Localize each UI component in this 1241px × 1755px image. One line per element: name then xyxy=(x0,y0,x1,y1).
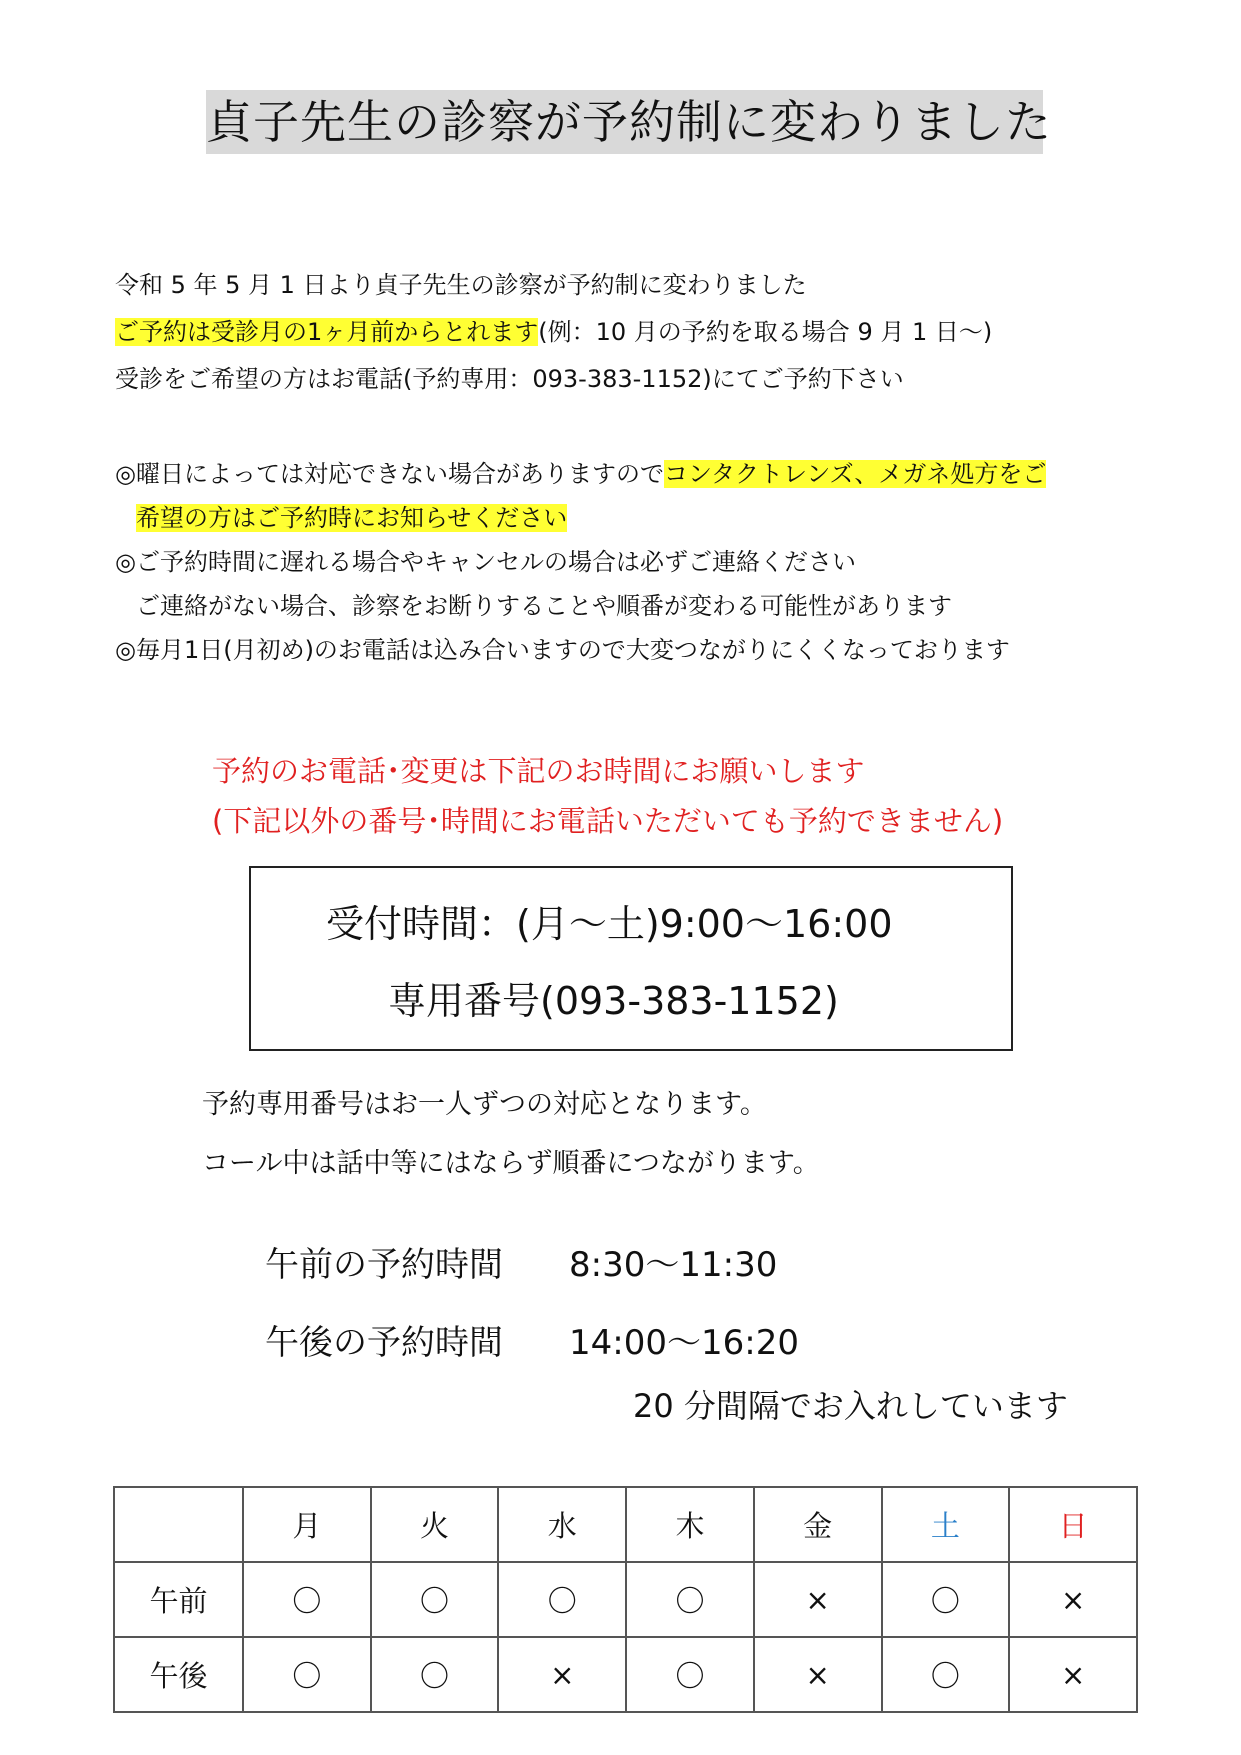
pm-time-row xyxy=(265,1304,799,1382)
schedule-row-am xyxy=(114,1562,1137,1637)
schedule-corner-cell xyxy=(114,1487,243,1562)
red-notice xyxy=(212,746,1003,846)
schedule-mark: × xyxy=(498,1637,626,1712)
intro-line-2 xyxy=(115,309,992,356)
pm-time-value: 14:00～16:20 xyxy=(569,1323,799,1363)
day-header: 火 xyxy=(371,1487,499,1562)
call-info-line-1: 予約専用番号はお一人ずつの対応となります。 xyxy=(202,1089,767,1120)
day-header-saturday: 土 xyxy=(882,1487,1010,1562)
highlight-advance-booking: ご予約は受診月の1ヶ月前からとれます xyxy=(115,318,539,346)
call-info-line-2: コール中は話中等にはならず順番につながります。 xyxy=(202,1148,820,1179)
schedule-mark: 〇 xyxy=(371,1637,499,1712)
schedule-mark: 〇 xyxy=(243,1562,371,1637)
red-notice-line-2: (下記以外の番号･時間にお電話いただいても予約できません) xyxy=(212,804,1004,838)
notes-section xyxy=(115,452,1046,672)
schedule-mark: 〇 xyxy=(626,1562,754,1637)
day-header: 金 xyxy=(754,1487,882,1562)
schedule-mark: 〇 xyxy=(882,1562,1010,1637)
interval-note: 20 分間隔でお入れしています xyxy=(633,1387,1068,1425)
day-header: 水 xyxy=(498,1487,626,1562)
schedule-header-row xyxy=(114,1487,1137,1562)
schedule-mark: 〇 xyxy=(882,1637,1010,1712)
intro-line-3: 受診をご希望の方はお電話(予約専用：093-383-1152)にてご予約下さい xyxy=(115,365,904,393)
reception-box xyxy=(249,866,1013,1051)
schedule-mark: × xyxy=(1009,1637,1137,1712)
reception-hours: 受付時間：(月～土)9:00～16:00 xyxy=(326,902,893,946)
red-notice-line-1: 予約のお電話･変更は下記のお時間にお願いします xyxy=(212,754,865,788)
am-time-value: 8:30～11:30 xyxy=(569,1245,778,1285)
schedule-row-pm xyxy=(114,1637,1137,1712)
note-1-text: ◎曜日によっては対応できない場合がありますので xyxy=(115,460,664,488)
note-2-cont: ご連絡がない場合、診察をお断りすることや順番が変わる可能性があります xyxy=(136,592,952,620)
page-title: 貞子先生の診察が予約制に変わりました xyxy=(206,90,1043,154)
note-3: ◎毎月1日(月初め)のお電話は込み合いますので大変つながりにくくなっております xyxy=(115,636,1010,664)
am-time-row xyxy=(265,1226,799,1304)
schedule-mark: 〇 xyxy=(626,1637,754,1712)
appointment-times xyxy=(265,1226,799,1382)
schedule-table xyxy=(113,1486,1138,1713)
note-1 xyxy=(115,452,1046,496)
reservation-number: 専用番号(093-383-1152) xyxy=(388,979,839,1023)
intro-line-1: 令和 5 年 5 月 1 日より貞子先生の診察が予約制に変わりました xyxy=(115,271,807,299)
call-info xyxy=(202,1075,820,1193)
day-header-sunday: 日 xyxy=(1009,1487,1137,1562)
intro-section xyxy=(115,262,992,403)
schedule-mark: 〇 xyxy=(243,1637,371,1712)
note-1-cont xyxy=(115,496,1046,540)
day-header: 月 xyxy=(243,1487,371,1562)
schedule-mark: × xyxy=(1009,1562,1137,1637)
day-header: 木 xyxy=(626,1487,754,1562)
highlight-contact-lens: コンタクトレンズ、メガネ処方をご xyxy=(663,460,1047,488)
row-label-pm: 午後 xyxy=(114,1637,243,1712)
intro-line-2-example: (例：10 月の予約を取る場合 9 月 1 日～) xyxy=(538,318,993,346)
schedule-mark: × xyxy=(754,1562,882,1637)
pm-time-label: 午後の予約時間 xyxy=(265,1323,503,1363)
schedule-mark: × xyxy=(754,1637,882,1712)
schedule-mark: 〇 xyxy=(498,1562,626,1637)
schedule-mark: 〇 xyxy=(371,1562,499,1637)
note-2: ◎ご予約時間に遅れる場合やキャンセルの場合は必ずご連絡ください xyxy=(115,548,856,576)
highlight-notify: 希望の方はご予約時にお知らせください xyxy=(136,504,568,532)
am-time-label: 午前の予約時間 xyxy=(265,1245,503,1285)
row-label-am: 午前 xyxy=(114,1562,243,1637)
